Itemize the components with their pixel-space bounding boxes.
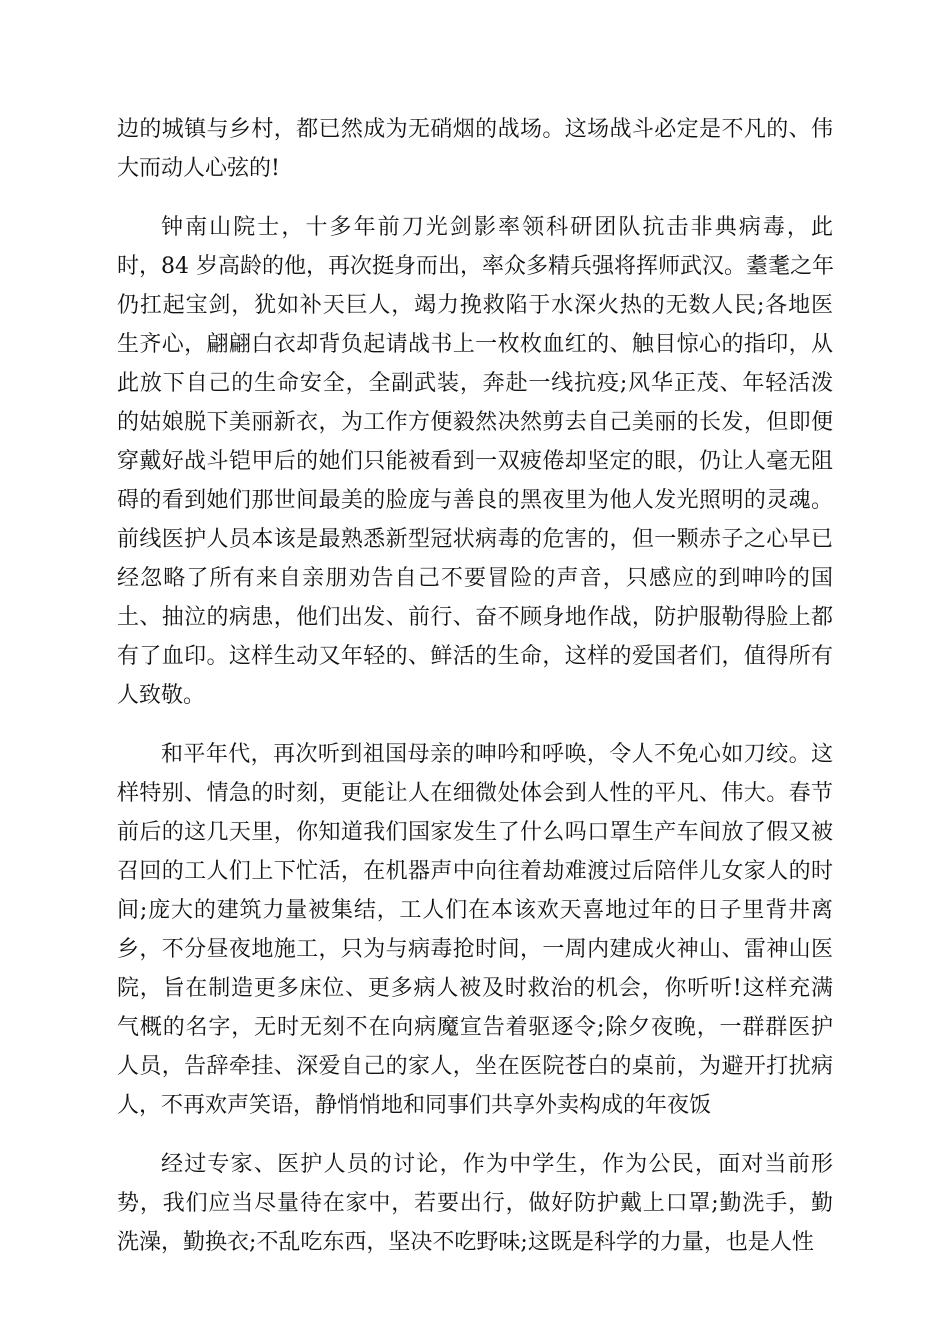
document-page	[117, 110, 833, 1282]
text-line: 前后的这几天里，你知道我们国家发生了什么吗口罩生产车间放了假又被	[117, 820, 833, 845]
text-line: 碍的看到她们那世间最美的脸庞与善良的黑夜里为他人发光照明的灵魂。	[117, 488, 833, 513]
text-line: 大而动人心弦的!	[117, 156, 280, 181]
paragraph	[117, 1145, 833, 1262]
text-line: 经忽略了所有来自亲朋劝告自己不要冒险的声音，只感应的到呻吟的国	[117, 566, 833, 591]
text-line: 穿戴好战斗铠甲后的她们只能被看到一双疲倦却坚定的眼，仍让人毫无阻	[117, 449, 833, 474]
text-line: 土、抽泣的病患，他们出发、前行、奋不顾身地作战，防护服勒得脸上都	[117, 605, 833, 630]
text-line: 此放下自己的生命安全，全副武装，奔赴一线抗疫;风华正茂、年轻活泼	[117, 371, 833, 396]
text-line: 气概的名字，无时无刻不在向病魔宣告着驱逐令;除夕夜晚，一群群医护	[117, 1015, 833, 1040]
text-line: 时，84 岁高龄的他，再次挺身而出，率众多精兵强将挥师武汉。耋耄之年	[117, 254, 834, 279]
text-line: 样特别、情急的时刻，更能让人在细微处体会到人性的平凡、伟大。春节	[117, 781, 833, 806]
text-line: 仍扛起宝剑，犹如补天巨人，竭力挽救陷于水深火热的无数人民;各地医	[117, 293, 833, 318]
text-line: 生齐心，翩翩白衣却背负起请战书上一枚枚血红的、触目惊心的指印，从	[117, 332, 833, 357]
paragraph	[117, 110, 833, 188]
text-line: 和平年代，再次听到祖国母亲的呻吟和呼唤，令人不免心如刀绞。这	[161, 742, 833, 767]
paragraph	[117, 735, 833, 1125]
text-line: 边的城镇与乡村，都已然成为无硝烟的战场。这场战斗必定是不凡的、伟	[117, 117, 833, 142]
text-line: 经过专家、医护人员的讨论，作为中学生，作为公民，面对当前形	[161, 1152, 833, 1177]
text-line: 的姑娘脱下美丽新衣，为工作方便毅然决然剪去自己美丽的长发，但即便	[117, 410, 833, 435]
text-line: 势，我们应当尽量待在家中，若要出行，做好防护戴上口罩;勤洗手，勤	[117, 1191, 833, 1216]
text-line: 乡，不分昼夜地施工，只为与病毒抢时间，一周内建成火神山、雷神山医	[117, 937, 833, 962]
text-line: 院，旨在制造更多床位、更多病人被及时救治的机会，你听听!这样充满	[117, 976, 833, 1001]
paragraph	[117, 208, 833, 715]
text-line: 召回的工人们上下忙活，在机器声中向往着劫难渡过后陪伴儿女家人的时	[117, 859, 833, 884]
text-line: 洗澡，勤换衣;不乱吃东西，坚决不吃野味;这既是科学的力量，也是人性	[117, 1230, 814, 1255]
text-line: 人，不再欢声笑语，静悄悄地和同事们共享外卖构成的年夜饭	[117, 1093, 712, 1118]
text-line: 前线医护人员本该是最熟悉新型冠状病毒的危害的，但一颗赤子之心早已	[117, 527, 833, 552]
text-line: 有了血印。这样生动又年轻的、鲜活的生命，这样的爱国者们，值得所有	[117, 644, 833, 669]
text-line: 人员，告辞牵挂、深爱自己的家人，坐在医院苍白的桌前，为避开打扰病	[117, 1054, 833, 1079]
text-line: 间;庞大的建筑力量被集结，工人们在本该欢天喜地过年的日子里背井离	[117, 898, 833, 923]
text-line: 人致敬。	[117, 683, 206, 708]
text-line: 钟南山院士，十多年前刀光剑影率领科研团队抗击非典病毒，此	[161, 215, 833, 240]
